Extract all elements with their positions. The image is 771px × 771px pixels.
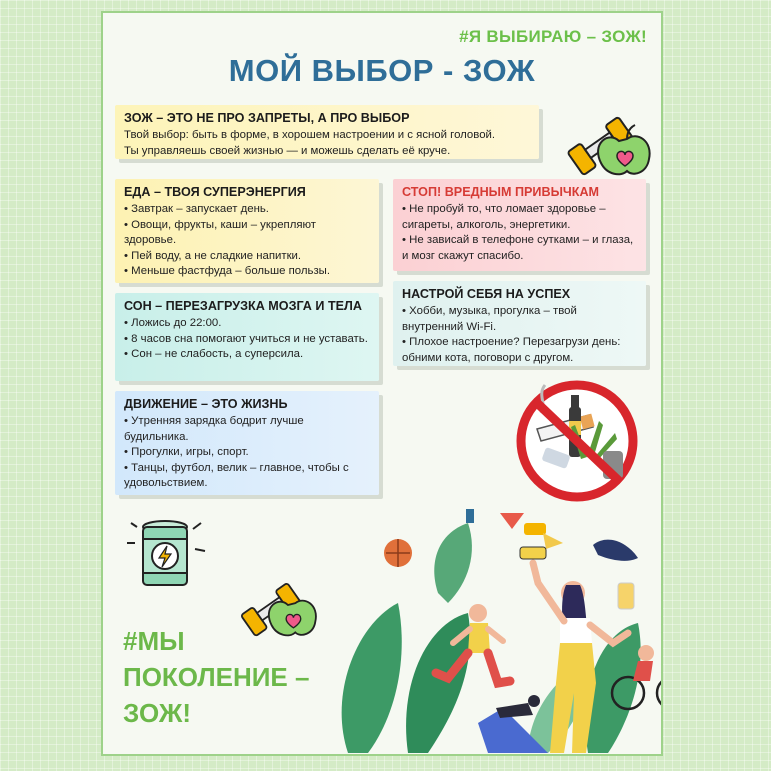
intro-card [115, 105, 539, 159]
no-bad-habits-icon [507, 375, 647, 505]
mood-heading: НАСТРОЙ СЕБЯ НА УСПЕХ [402, 287, 571, 301]
stop-card [393, 179, 646, 271]
food-card [115, 179, 379, 283]
movement-card [115, 391, 379, 495]
sleep-card [115, 293, 379, 381]
intro-line: Твой выбор: быть в форме, в хорошем настроении и с ясной головой. [124, 129, 496, 141]
list-item: • 8 часов сна помогают учиться и не уставать. [124, 332, 368, 345]
dumbbell-apple-icon [561, 101, 653, 181]
intro-line: Ты управляешь своей жизнью — и можешь сделать её круче. [124, 144, 451, 157]
mood-card [393, 281, 646, 366]
list-item: • Танцы, футбол, велик – главное, чтобы с удовольствием. [124, 461, 349, 490]
energy-drink-icon [123, 513, 209, 595]
sport-illustration [328, 503, 663, 756]
poster [101, 11, 663, 756]
movement-heading: ДВИЖЕНИЕ – ЭТО ЖИЗНЬ [124, 397, 288, 411]
list-item: • Не зависай в телефоне сутками – и глаза, и мозг скажут спасибо. [402, 234, 634, 262]
list-item: • Не пробуй то, что ломает здоровье – сигареты, алкоголь, энергетики. [402, 203, 606, 231]
food-heading: ЕДА – ТВОЯ СУПЕРЭНЕРГИЯ [124, 185, 306, 199]
stop-heading: СТОП! ВРЕДНЫМ ПРИВЫЧКАМ [402, 185, 600, 199]
list-item: • Пей воду, а не сладкие напитки. [124, 249, 302, 262]
list-item: • Овощи, фрукты, каши – укрепляют здоровье. [124, 218, 317, 247]
list-item: • Прогулки, игры, спорт. [124, 446, 249, 459]
list-item: • Меньше фастфуда – больше пользы. [124, 265, 331, 278]
page-title: МОЙ ВЫБОР - ЗОЖ [228, 53, 536, 88]
intro-heading: ЗОЖ – ЭТО НЕ ПРО ЗАПРЕТЫ, А ПРО ВЫБОР [124, 111, 410, 125]
sleep-heading: СОН – ПЕРЕЗАГРУЗКА МОЗГА И ТЕЛА [124, 299, 362, 313]
list-item: • Плохое настроение? Перезагрузи день: обними кота, поговори с другом. [402, 336, 621, 364]
slogan: #МЫ ПОКОЛЕНИЕ – ЗОЖ! [123, 626, 310, 728]
list-item: • Хобби, музыка, прогулка – твой внутренний Wi-Fi. [402, 305, 577, 333]
list-item: • Утренняя зарядка бодрит лучше будильника. [124, 415, 304, 443]
hashtag-top: #Я ВЫБИРАЮ – ЗОЖ! [459, 27, 647, 46]
list-item: • Завтрак – запускает день. [124, 203, 269, 215]
list-item: • Сон – не слабость, а суперсила. [124, 348, 304, 361]
list-item: • Ложись до 22:00. [124, 317, 222, 329]
